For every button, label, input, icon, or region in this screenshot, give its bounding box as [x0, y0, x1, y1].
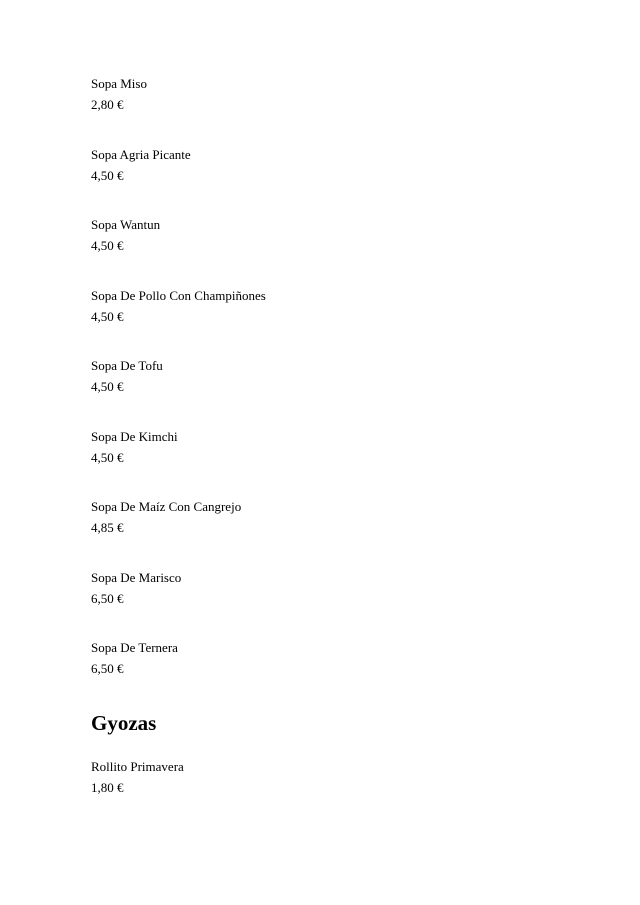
item-price: 4,50 €: [91, 309, 124, 324]
item-price: 4,50 €: [91, 168, 124, 183]
menu-item: [91, 429, 571, 466]
item-price: 4,50 €: [91, 379, 124, 394]
menu-item: [91, 358, 571, 395]
item-name: Sopa De Tofu: [91, 358, 163, 373]
item-name: Rollito Primavera: [91, 759, 184, 774]
menu-item: [91, 147, 571, 184]
item-name: Sopa Wantun: [91, 217, 161, 232]
menu-item: [91, 570, 571, 607]
item-price: 6,50 €: [91, 661, 124, 676]
item-name: Sopa De Kimchi: [91, 429, 178, 444]
item-price: 6,50 €: [91, 591, 124, 606]
menu-item: [91, 76, 571, 113]
item-name: Sopa De Marisco: [91, 570, 182, 585]
item-name: Sopa Agria Picante: [91, 147, 191, 162]
item-name: Sopa De Ternera: [91, 640, 178, 655]
item-name: Sopa De Pollo Con Champiñones: [91, 288, 266, 303]
section-heading-gyozas: Gyozas: [91, 711, 157, 735]
item-price: 4,50 €: [91, 450, 124, 465]
item-name: Sopa Miso: [91, 76, 147, 91]
menu-item: [91, 288, 571, 325]
item-price: 4,85 €: [91, 520, 124, 535]
menu-item: [91, 759, 571, 796]
item-price: 2,80 €: [91, 97, 124, 112]
menu-item: [91, 217, 571, 254]
item-price: 4,50 €: [91, 238, 124, 253]
item-price: 1,80 €: [91, 780, 124, 795]
menu-item: [91, 499, 571, 536]
item-name: Sopa De Maíz Con Cangrejo: [91, 499, 242, 514]
menu-item: [91, 640, 571, 677]
